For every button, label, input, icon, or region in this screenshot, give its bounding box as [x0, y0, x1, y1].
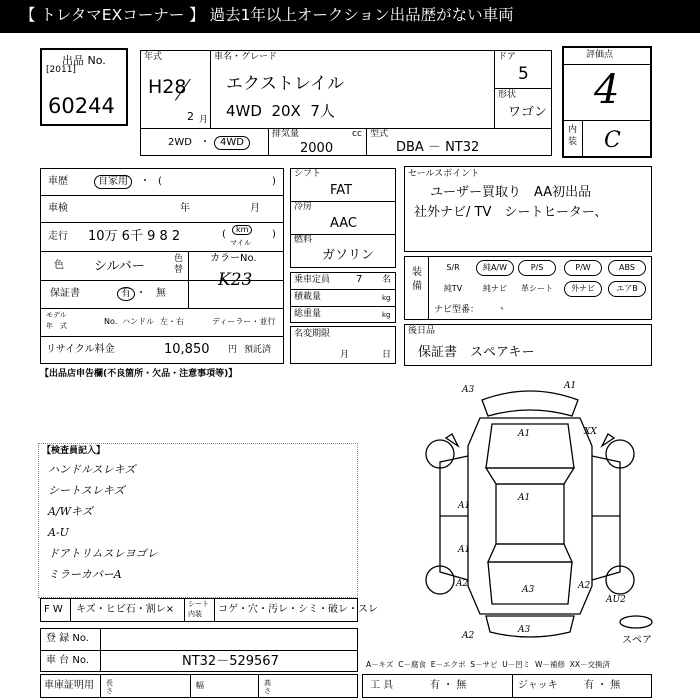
color-label: 色: [54, 260, 64, 271]
shift-value: FAT: [330, 183, 353, 198]
color-no-label: カラーNo.: [210, 253, 257, 264]
fuel-label: 燃料: [294, 235, 313, 245]
inspector-note: A-U: [48, 526, 69, 539]
sales-points-label: セールスポイント: [408, 169, 480, 179]
fuel-value: ガソリン: [322, 248, 375, 263]
ac-value: AAC: [330, 216, 357, 231]
model-code-value: DBA － NT32: [396, 140, 480, 155]
car-right-side: [592, 456, 620, 580]
damage-mark: A2: [462, 631, 475, 641]
doors-label: ドア: [498, 52, 516, 62]
damage-mark: AU2: [606, 595, 626, 605]
sales-points-line1: ユーザー買取り AA初出品: [430, 185, 592, 200]
vehicle-grade: 4WD 20X 7人: [226, 102, 335, 120]
model-change-label-top: モデル: [46, 311, 67, 319]
displacement-unit: cc: [352, 129, 362, 139]
damage-mark: A2: [578, 581, 591, 591]
seller-notes-label: 【出品店申告欄(不良箇所・欠品・注意事項等)】: [40, 369, 238, 379]
displacement-value: 2000: [300, 141, 334, 156]
damage-mark: A1: [458, 545, 471, 555]
shift-label: シフト: [294, 169, 322, 179]
car-front-bumper: [482, 391, 578, 416]
model-year-value: H28: [148, 76, 187, 98]
mileage-label: 走行: [48, 231, 68, 242]
damage-mark: A3: [518, 625, 531, 635]
inspection-label: 車検: [48, 203, 68, 214]
displacement-label: 排気量: [272, 129, 300, 139]
accessories-label: 後日品: [408, 326, 436, 336]
tools-value: 有 ・ 無: [430, 680, 467, 691]
model-year-label: 年式: [144, 52, 163, 62]
inspector-note: ドアトリムスレヨゴレ: [48, 547, 158, 560]
equipment-option: ABS: [608, 260, 646, 276]
equipment-option: P/S: [518, 260, 556, 276]
model-change-label-bottom: 年 式: [46, 322, 67, 330]
chassis-value: NT32－529567: [182, 654, 279, 669]
damage-mark: A1: [518, 493, 531, 503]
equipment-label: 装備: [412, 267, 422, 292]
color-change: 色替: [174, 254, 184, 275]
spare-label: スペア: [622, 635, 652, 646]
inspector-label: 【検査員記入】: [42, 446, 106, 456]
banner-title: 【 トレタマEXコーナー 】 過去1年以上オークション出品歴がない車両: [20, 6, 514, 24]
inspector-note: A/Wキズ: [48, 505, 93, 518]
damage-mark: A2: [456, 579, 469, 589]
damage-mark: A3: [462, 385, 475, 395]
rating-score: 4: [594, 67, 620, 113]
spare-tire-icon: [620, 616, 652, 628]
lot-year-code: [2011]: [46, 65, 76, 75]
history-private: 自家用: [94, 175, 132, 189]
vehicle-name-label: 車名・グレード: [214, 52, 278, 62]
color-value: シルバー: [94, 259, 145, 274]
left-info-table: [40, 168, 284, 364]
equipment-option: S/R: [446, 263, 460, 272]
equipment-option: P/W: [564, 260, 602, 276]
drive-2wd: 2WD: [168, 137, 192, 148]
rating-label: 評価点: [586, 50, 614, 60]
jack-value: 有 ・ 無: [584, 680, 621, 691]
car-windshield: [486, 468, 574, 484]
car-trunk: [488, 562, 572, 604]
equipment-option: 外ナビ: [564, 281, 602, 297]
model-code-label: 型式: [370, 129, 389, 139]
inspector-note: シートスレキズ: [48, 484, 125, 497]
doors-value: 5: [518, 64, 529, 84]
mirror-left: [446, 434, 458, 446]
damage-mark: XX: [584, 427, 597, 437]
tools-label: 工 具: [370, 680, 394, 691]
warranty-no: 無: [156, 288, 166, 299]
damage-mark: A1: [518, 429, 531, 439]
body-value: ワゴン: [508, 105, 548, 120]
body-label: 形状: [498, 90, 517, 100]
lot-number: 60244: [48, 94, 115, 118]
equipment-option: エアB: [608, 281, 646, 297]
car-left-side: [440, 456, 471, 580]
history-label: 車歴: [48, 176, 68, 187]
model-year-month: 2: [187, 110, 194, 123]
interior-rating: C: [604, 128, 621, 153]
registration-label: 登 録 No.: [46, 633, 89, 644]
inspector-note: ハンドルスレキズ: [48, 463, 136, 476]
warranty-yes: 有: [117, 287, 135, 301]
drive-4wd: 4WD: [214, 136, 250, 150]
recycle-label: リサイクル料金: [46, 344, 115, 355]
car-damage-diagram: [400, 376, 660, 648]
equipment-option: 純ナビ: [483, 284, 507, 293]
accessories-value: 保証書 スペアキー: [418, 345, 535, 360]
equipment-option: 純A/W: [476, 260, 514, 276]
sales-points-line2: 社外ナビ/ TV シートヒーター、: [414, 205, 608, 220]
model-year-month-suffix: 月: [199, 115, 209, 125]
ac-label: 冷房: [294, 202, 313, 212]
warranty-label: 保証書: [50, 288, 80, 299]
jack-label: ジャッキ: [518, 680, 558, 691]
mileage-unit-km: km: [232, 225, 252, 235]
equipment-option: 革シート: [521, 284, 553, 293]
chassis-label: 車 台 No.: [46, 655, 89, 666]
recycle-amount: 10,850: [164, 342, 210, 357]
equipment-option: 純TV: [443, 284, 463, 293]
damage-mark: A1: [564, 381, 577, 391]
damage-mark: A3: [522, 585, 535, 595]
car-rear-window: [488, 544, 572, 562]
mirror-right: [602, 434, 614, 446]
lot-label: 出品 No.: [62, 54, 106, 67]
damage-mark: A1: [458, 501, 471, 511]
damage-legend: A－キズ C－腐食 E－エクボ S－サビ U－凹ミ W－補修 XX－交換済: [366, 660, 611, 669]
vehicle-name: エクストレイル: [226, 74, 344, 94]
interior-rating-label: 内装: [568, 125, 578, 147]
mileage-value: 10万 6千 9 8 2: [88, 229, 181, 244]
inspector-note: ミラーカバーA: [48, 568, 122, 581]
color-no-value: K23: [218, 270, 253, 290]
